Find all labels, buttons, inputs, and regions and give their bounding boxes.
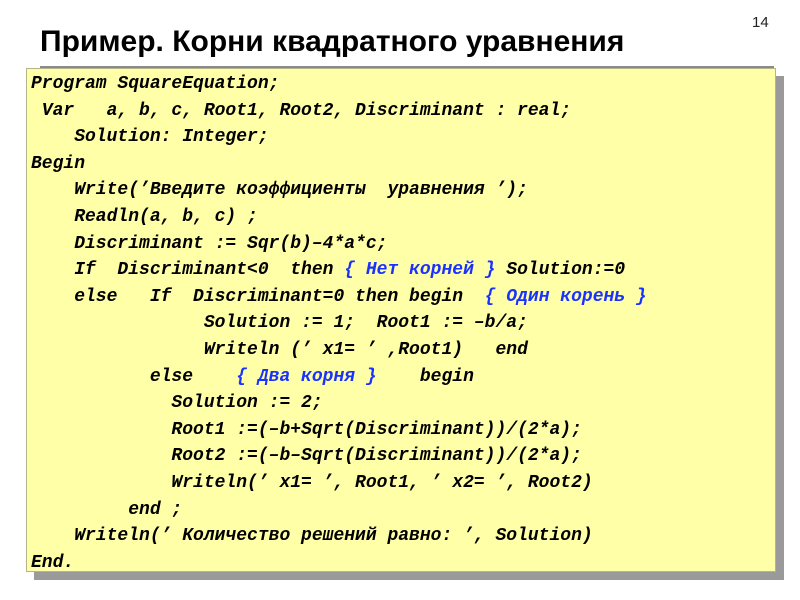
code-line: [31, 390, 647, 417]
code-line: [31, 257, 647, 284]
code-text: Program SquareEquation;: [31, 74, 280, 94]
code-text: Var a, b, c, Root1, Root2, Discriminant : real;: [31, 100, 572, 121]
code-line: [31, 523, 647, 550]
code-text-tail: Solution:=0: [495, 260, 626, 281]
code-text: Solution := 2;: [31, 393, 323, 414]
slide-number: 14: [752, 14, 769, 31]
code-line: [31, 550, 647, 577]
code-line: [31, 443, 647, 470]
code-line: [31, 364, 647, 391]
code-text: else: [31, 366, 237, 387]
code-line: [31, 284, 647, 311]
code-text: Writeln(’ x1= ’, Root1, ’ x2= ’, Root2): [31, 472, 593, 493]
code-line: [31, 177, 647, 204]
code-text: Root2 :=(–b–Sqrt(Discriminant))/(2*a);: [31, 446, 582, 467]
code-line: [31, 337, 647, 364]
code-line: [31, 204, 647, 231]
code-text: end ;: [31, 499, 183, 520]
code-text-tail: begin: [376, 366, 474, 387]
code-text: Writeln(’ Количество решений равно: ’, Solution): [31, 526, 593, 547]
code-line: [31, 98, 647, 125]
code-line: [31, 470, 647, 497]
code-comment: { Один корень }: [484, 286, 647, 307]
code-text: Solution: Integer;: [31, 127, 269, 148]
code-line: [31, 231, 647, 258]
code-line: [31, 151, 647, 178]
code-line: [31, 497, 647, 524]
code-line: [31, 417, 647, 444]
code-text: Write(’Введите коэффициенты уравнения ’);: [31, 180, 528, 201]
code-lines: [31, 71, 647, 576]
code-line: [31, 124, 647, 151]
code-line: [31, 310, 647, 337]
code-text: Writeln (’ x1= ’ ,Root1) end: [31, 339, 528, 360]
code-comment: { Нет корней }: [344, 260, 496, 281]
code-text: End.: [31, 552, 75, 573]
code-line: [31, 71, 647, 98]
code-text: Root1 :=(–b+Sqrt(Discriminant))/(2*a);: [31, 419, 582, 440]
code-text: else If Discriminant=0 then begin: [31, 286, 485, 307]
code-text: Readln(a, b, c) ;: [31, 206, 258, 227]
code-text: Solution := 1; Root1 := –b/a;: [31, 313, 528, 334]
code-listing: [26, 68, 776, 572]
code-comment: { Два корня }: [236, 366, 377, 387]
code-text: Begin: [31, 153, 86, 174]
code-text: If Discriminant<0 then: [31, 260, 345, 281]
code-text: Discriminant := Sqr(b)–4*a*c;: [31, 233, 388, 254]
slide-title: Пример. Корни квадратного уравнения: [40, 25, 625, 58]
